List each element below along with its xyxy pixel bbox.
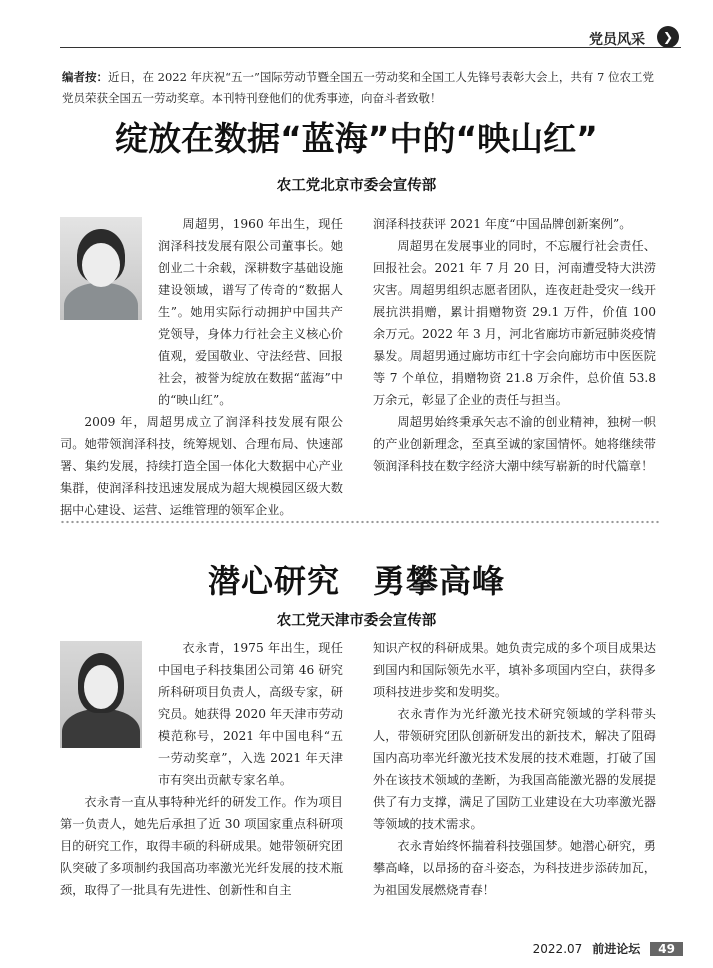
editor-note-text: 近日，在 2022 年庆祝“五一”国际劳动节暨全国五一劳动奖和全国工人先锋号表彰大会上，共有 7 位农工党党员荣获全国五一劳动奖章。本刊特刊登他们的优秀事迹，向奋斗者致敬！ xyxy=(62,70,654,105)
article1-byline: 农工党北京市委会宣传部 xyxy=(276,178,437,194)
article2-paragraph: 知识产权的科研成果。她负责完成的多个项目成果达到国内和国际领先水平，填补多项国内空白，获得多项科技进步奖和发明奖。 xyxy=(373,641,656,699)
article2-right-column xyxy=(373,637,656,901)
article2-paragraph: 衣永青始终怀揣着科技强国梦。她潜心研究，勇攀高峰，以昂扬的奋斗姿态，为科技进步添砖加瓦，为祖国发展燃烧青春！ xyxy=(373,839,656,897)
article2-title: 潜心研究 勇攀高峰 xyxy=(207,562,505,600)
article2-paragraph: 衣永青作为光纤激光技术研究领域的学科带头人，带领研究团队创新研发出的新技术，解决了阻碍国内高功率光纤激光技术发展的技术难题，打破了国外在该技术领域的垄断，为我国高能激光器的发展提供了有力支撑，满足了国防工业建设在大功率激光器等领域的技术需求。 xyxy=(373,707,656,831)
issue-date: 2022.07 xyxy=(532,942,583,956)
article1-left-column xyxy=(60,213,343,521)
article2-paragraph: 衣永青一直从事特种光纤的研发工作。作为项目第一负责人，她先后承担了近 30 项国家重点科研项目的研究工作，取得丰硕的科研成果。她带领研究团队突破了多项制约我国高功率激光光纤发展的技术瓶颈，取得了一批具有先进性、创新性和自主 xyxy=(60,795,343,897)
article1-paragraph: 周超男在发展事业的同时，不忘履行社会责任、回报社会。2021 年 7 月 20 日，河南遭受特大洪涝灾害。周超男组织志愿者团队，连夜赶赴受灾一线开展抗洪捐赠，累计捐赠物资 29.1 万件，价值 100 余万元。2022 年 3 月，河北省廊坊市新冠肺炎疫情暴发。周超男通过廊坊市红十字会向廊坊市中医医院等 7 个单位，捐赠物资 21.8 万余件，总价值 53.8 万余元，彰显了企业的责任与担当。 xyxy=(373,239,656,407)
article2-left-column xyxy=(60,637,343,901)
article1-paragraph: 周超男始终秉承矢志不渝的创业精神，独树一帜的产业创新理念，至真至诚的家国情怀。她将继续带领润泽科技在数字经济大潮中续写崭新的时代篇章！ xyxy=(373,415,656,473)
editor-note-label: 编者按： xyxy=(62,70,108,84)
article1-paragraph: 2009 年，周超男成立了润泽科技发展有限公司。她带领润泽科技，统筹规划、合理布局、快速部署、集约发展，持续打造全国一体化大数据中心产业集群，使润泽科技迅速发展成为超大规模园区级大数据中心建设、运营、运维管理的领军企业。 xyxy=(60,415,343,517)
article2-byline: 农工党天津市委会宣传部 xyxy=(276,613,437,629)
magazine-name: 前进论坛 xyxy=(592,942,641,956)
page-footer xyxy=(533,940,683,957)
header-rule xyxy=(60,47,681,48)
article2-paragraph: 衣永青，1975 年出生，现任中国电子科技集团公司第 46 研究所科研项目负责人，高级专家，研究员。她获得 2020 年天津市劳动模范称号，2021 年中国电科“五一劳动奖章”，入选 2021 年天津市有突出贡献专家名单。 xyxy=(158,641,344,787)
dotted-divider xyxy=(60,519,661,525)
article1-title: 绽放在数据“蓝海”中的“映山红” xyxy=(115,119,598,158)
article1-right-column xyxy=(373,213,656,477)
editor-note xyxy=(62,67,660,109)
page-number: 49 xyxy=(650,942,683,956)
article1-paragraph: 周超男，1960 年出生，现任润泽科技发展有限公司董事长。她创业二十余载，深耕数字基础设施建设领域，谱写了传奇的“数据人生”。她用实际行动拥护中国共产党领导，身体力行社会主义核心价值观，爱国敬业、守法经营、回报社会，被誉为绽放在数据“蓝海”中的“映山红”。 xyxy=(158,217,343,407)
section-title: 党员风采 xyxy=(589,32,645,48)
chevron-circle-icon: ❯ xyxy=(657,26,679,48)
article1-paragraph: 润泽科技获评 2021 年度“中国品牌创新案例”。 xyxy=(373,217,632,231)
